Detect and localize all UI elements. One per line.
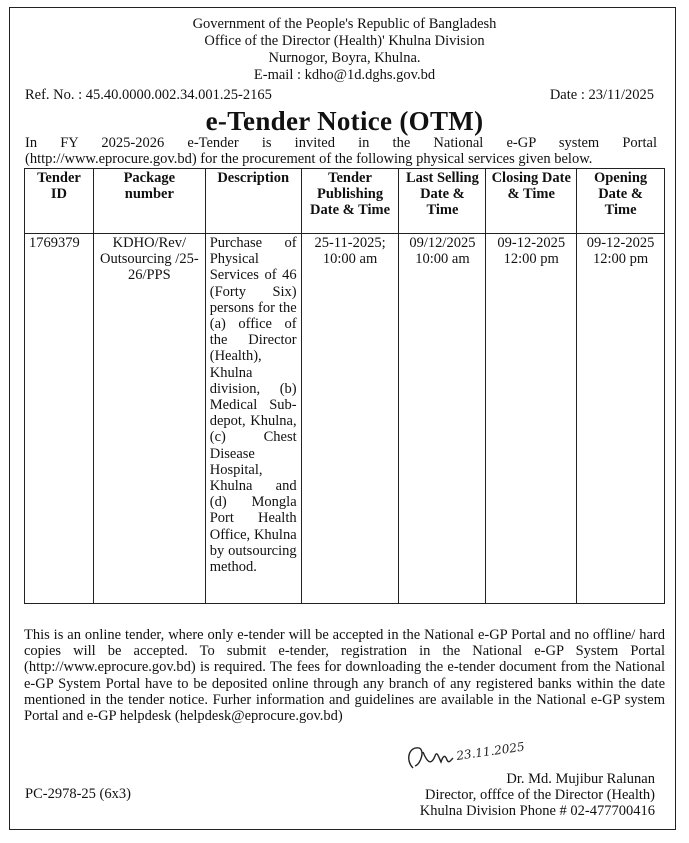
cell-last-selling: 09/12/2025 10:00 am bbox=[399, 234, 486, 604]
col-tender-id: Tender ID bbox=[25, 169, 94, 234]
table-header-row bbox=[25, 169, 665, 234]
col-opening-date: Opening Date & Time bbox=[577, 169, 665, 234]
col-description: Description bbox=[205, 169, 301, 234]
table-row bbox=[25, 234, 665, 604]
col-package-number: Package number bbox=[93, 169, 205, 234]
signatory-name: Dr. Md. Mujibur Ralunan bbox=[506, 771, 655, 787]
letterhead bbox=[0, 16, 689, 84]
signature-date: 23.11.2025 bbox=[455, 739, 526, 763]
cell-closing: 09-12-2025 12:00 pm bbox=[486, 234, 577, 604]
govt-line: Government of the People's Republic of Bangladesh bbox=[192, 16, 497, 32]
ref-number: Ref. No. : 45.40.0000.002.34.001.25-2165 bbox=[25, 87, 272, 103]
col-last-selling-date: Last Selling Date & Time bbox=[399, 169, 486, 234]
ref-date: Date : 23/11/2025 bbox=[549, 87, 654, 103]
cell-description: Purchase of Physical Services of 46 (Forty Six) persons for the (a) office of the Director (Health), Khulna division, (b) Medical Sub-depot, Khulna, (c) Chest Disease Hospital, Khulna and (d) Mongla Port Health Office, Khulna by outsourcing method. bbox=[205, 234, 301, 604]
tender-instructions: This is an online tender, where only e-tender will be accepted in the National e-GP Portal and no offline/ hard copies will be accepted. To submit e-tender, registration in the National e-GP System Portal (http://www.eprocure.gov.bd) is required. The fees for downloading the e-tender document from the National e-GP System Portal have to be deposited online through any branch of any registered banks within the date mentioned in the tender notice. Furher information and guidelines are available in the National e-GP system Portal and e-GP helpdesk (helpdesk@eprocure.gov.bd) bbox=[24, 627, 665, 725]
cell-tender-id: 1769379 bbox=[25, 234, 94, 604]
signature-block bbox=[420, 771, 655, 819]
email-line: E-mail : kdho@1d.dghs.gov.bd bbox=[253, 67, 436, 83]
cell-publishing: 25-11-2025; 10:00 am bbox=[301, 234, 399, 604]
col-publishing-date: Tender Publishing Date & Time bbox=[301, 169, 399, 234]
notice-title: e-Tender Notice (OTM) bbox=[205, 106, 484, 136]
pc-code: PC-2978-25 (6x3) bbox=[25, 786, 131, 802]
cell-opening: 09-12-2025 12:00 pm bbox=[577, 234, 665, 604]
address-line: Nurnogor, Boyra, Khulna. bbox=[268, 50, 421, 66]
signatory-designation: Director, offfce of the Director (Health) bbox=[425, 787, 655, 803]
office-line: Office of the Director (Health)' Khulna Division bbox=[204, 33, 485, 49]
cell-package: KDHO/Rev/ Outsourcing /25-26/PPS bbox=[93, 234, 205, 604]
intro-line-1: In FY 2025-2026 e-Tender is invited in the National e-GP system Portal bbox=[25, 135, 657, 151]
signatory-contact: Khulna Division Phone # 02-477700416 bbox=[419, 803, 655, 819]
intro-line-2: (http://www.eprocure.gov.bd) for the procurement of the following physical services given below. bbox=[25, 151, 593, 167]
tender-table bbox=[24, 168, 665, 604]
col-closing-date: Closing Date & Time bbox=[486, 169, 577, 234]
